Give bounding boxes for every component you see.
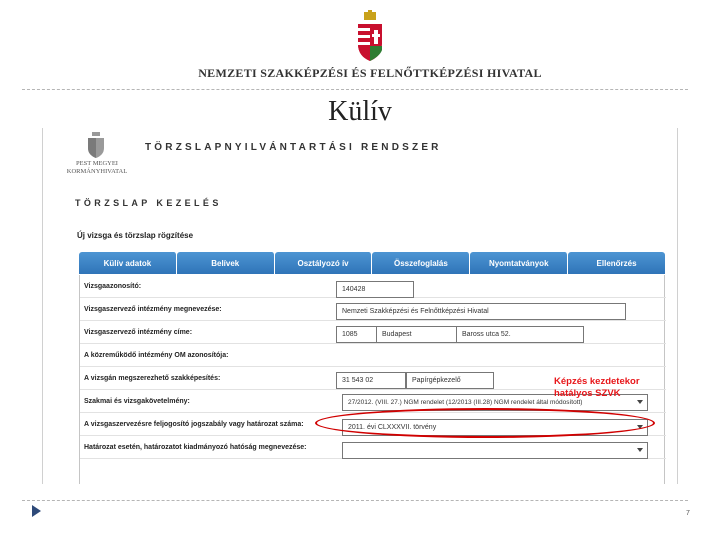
authority-select[interactable] xyxy=(342,442,648,459)
sub-heading: Új vizsga és törzslap rögzítése xyxy=(77,231,194,240)
org-title: NEMZETI SZAKKÉPZÉSI ÉS FELNŐTTKÉPZÉSI HIVATAL xyxy=(198,66,542,80)
annotation-text: Képzés kezdetekor hatályos SZVK xyxy=(554,376,640,399)
divider xyxy=(22,89,688,90)
page-number: 7 xyxy=(686,510,690,517)
next-slide-arrow-icon[interactable] xyxy=(32,505,41,517)
org-zip-field[interactable]: 1085 xyxy=(336,326,378,343)
form-row xyxy=(80,298,666,321)
tab-nyomtatvanyok[interactable]: Nyomtatványok xyxy=(470,252,568,274)
divider xyxy=(22,500,688,501)
exam-id-label: Vizsgaazonosító: xyxy=(84,283,142,290)
qualification-label: A vizsgán megszerezhető szakképesítés: xyxy=(84,375,221,382)
org-name-label: Vizsgaszervező intézmény megnevezése: xyxy=(84,306,222,313)
system-title: TÖRZSLAPNYILVÁNTARTÁSI RENDSZER xyxy=(145,142,442,153)
tab-kuliv-adatok[interactable]: Külív adatok xyxy=(79,252,177,274)
tab-osztalyozo-iv[interactable]: Osztályozó ív xyxy=(275,252,373,274)
tab-belivek[interactable]: Belívek xyxy=(177,252,275,274)
form-row xyxy=(80,344,666,367)
legal-select-value: 2011. évi CLXXXVII. törvény xyxy=(348,424,437,431)
chevron-down-icon xyxy=(637,400,643,404)
org-name-field[interactable]: Nemzeti Szakképzési és Felnőttképzési Hivatal xyxy=(336,303,626,320)
legal-label: A vizsgaszervezésre feljogosító jogszabály vagy határozat száma: xyxy=(84,421,304,428)
org-address-label: Vizsgaszervező intézmény címe: xyxy=(84,329,193,336)
form-row xyxy=(80,321,666,344)
qualification-name-field[interactable]: Papírgépkezelő xyxy=(406,372,494,389)
highlight-ellipse xyxy=(315,408,655,438)
org-city-field[interactable]: Budapest xyxy=(376,326,458,343)
qualification-code-field[interactable]: 31 543 02 xyxy=(336,372,406,389)
om-id-label: A közreműködő intézmény OM azonosítója: xyxy=(84,352,229,359)
org-street-field[interactable]: Baross utca 52. xyxy=(456,326,584,343)
szvk-label: Szakmai és vizsgakövetelmény: xyxy=(84,398,190,405)
slide-title: Külív xyxy=(328,96,392,127)
szvk-select-value: 27/2012. (VIII. 27.) NGM rendelet (12/2013 (III.28) NGM rendelet által módosított) xyxy=(348,399,583,406)
section-heading: TÖRZSLAP KEZELÉS xyxy=(75,198,222,208)
authority-label: Határozat esetén, határozatot kiadmányozó hatóság megnevezése: xyxy=(84,444,307,451)
form-row xyxy=(80,436,666,459)
tab-osszefoglalas[interactable]: Összefoglalás xyxy=(372,252,470,274)
chevron-down-icon xyxy=(637,448,643,452)
office-crest-icon xyxy=(87,132,105,158)
tab-bar xyxy=(79,252,665,274)
exam-id-field[interactable]: 140428 xyxy=(336,281,414,298)
tab-ellenorzes[interactable]: Ellenőrzés xyxy=(568,252,665,274)
coat-of-arms-icon xyxy=(355,10,385,62)
form-row xyxy=(80,275,666,298)
office-name: PEST MEGYEI KORMÁNYHIVATAL xyxy=(66,160,128,175)
app-screenshot xyxy=(42,128,678,484)
